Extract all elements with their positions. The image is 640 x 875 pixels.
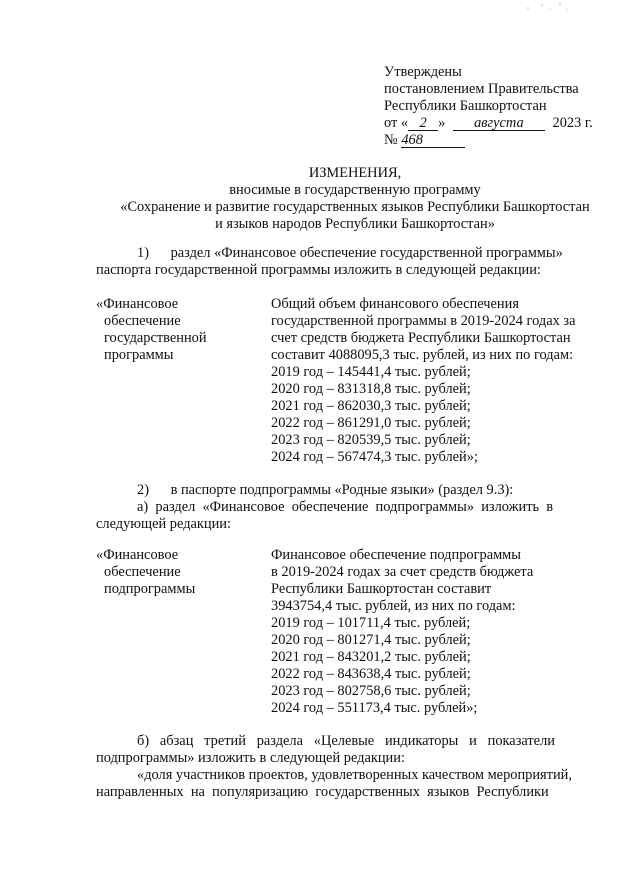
- date-month: августа: [453, 116, 545, 131]
- block1-year-line: 2022 год – 861291,0 тыс. рублей;: [271, 415, 471, 431]
- item2-line-3: следующей редакции:: [96, 516, 231, 532]
- doc-subtitle-line-3: и языков народов Республики Башкортостан»: [215, 216, 495, 232]
- block2-label-line: «Финансовое: [96, 547, 179, 563]
- block1-year-line: 2021 год – 862030,3 тыс. рублей;: [271, 398, 471, 414]
- item3-line-2: подпрограммы» изложить в следующей редакции:: [96, 750, 405, 766]
- item1-line-2: паспорта государственной программы изложить в следующей редакции:: [96, 262, 541, 278]
- block1-year-line: 2020 год – 831318,8 тыс. рублей;: [271, 381, 471, 397]
- block2-year-line: 2024 год – 551173,4 тыс. рублей»;: [271, 700, 478, 716]
- block1-year-line: 2019 год – 145441,4 тыс. рублей;: [271, 364, 471, 380]
- block2-content-line: 3943754,4 тыс. рублей, из них по годам:: [271, 598, 516, 614]
- block2-content-line: Республики Башкортостан составит: [271, 581, 492, 597]
- approval-line-2: постановлением Правительства: [384, 81, 579, 97]
- block2-year-line: 2021 год – 843201,2 тыс. рублей;: [271, 649, 471, 665]
- date-year: 2023 г.: [552, 115, 593, 131]
- block1-label-line: программы: [104, 347, 174, 363]
- block1-year-line: 2024 год – 567474,3 тыс. рублей»;: [271, 449, 478, 465]
- block2-label-line: подпрограммы: [104, 581, 196, 597]
- block2-content-line: в 2019-2024 годах за счет средств бюджета: [271, 564, 534, 580]
- block1-year-line: 2023 год – 820539,5 тыс. рублей;: [271, 432, 471, 448]
- approval-line-3: Республики Башкортостан: [384, 98, 547, 114]
- number-prefix: №: [384, 132, 398, 148]
- block2-year-line: 2020 год – 801271,4 тыс. рублей;: [271, 632, 471, 648]
- doc-subtitle-line-2: «Сохранение и развитие государственных языков Республики Башкортостан: [120, 199, 590, 215]
- block1-content-line: государственной программы в 2019-2024 годах за: [271, 313, 576, 329]
- doc-title: ИЗМЕНЕНИЯ,: [308, 165, 402, 181]
- item3-line-1: б) абзац третий раздела «Целевые индикаторы и показатели: [137, 733, 555, 749]
- item3-line-3: «доля участников проектов, удовлетворенных качеством мероприятий,: [137, 767, 572, 783]
- block1-content-line: счет средств бюджета Республики Башкортостан: [271, 330, 571, 346]
- block2-year-line: 2022 год – 843638,4 тыс. рублей;: [271, 666, 471, 682]
- scan-artifact-icon: [520, 0, 580, 16]
- block1-content-line: составит 4088095,3 тыс. рублей, из них по годам:: [271, 347, 574, 363]
- approval-number: [384, 132, 465, 148]
- approval-date: [384, 115, 593, 131]
- approval-line-1: Утверждены: [384, 64, 462, 80]
- item2-line-2: а) раздел «Финансовое обеспечение подпрограммы» изложить в: [137, 499, 554, 515]
- block2-year-line: 2019 год – 101711,4 тыс. рублей;: [271, 615, 471, 631]
- block1-label-line: обеспечение: [104, 313, 181, 329]
- date-mid: »: [438, 115, 446, 131]
- block2-label-line: обеспечение: [104, 564, 181, 580]
- doc-subtitle-line-1: вносимые в государственную программу: [229, 182, 481, 198]
- block1-label-line: государственной: [104, 330, 207, 346]
- item2-line-1: 2) в паспорте подпрограммы «Родные языки» (раздел 9.3):: [137, 482, 514, 498]
- item1-line-1: 1) раздел «Финансовое обеспечение государственной программы»: [137, 245, 563, 261]
- date-prefix: от «: [384, 115, 409, 131]
- date-day: 2: [408, 116, 438, 131]
- block2-year-line: 2023 год – 802758,6 тыс. рублей;: [271, 683, 471, 699]
- item3-line-4: направленных на популяризацию государственных языков Республики: [96, 784, 549, 800]
- block2-content-line: Финансовое обеспечение подпрограммы: [271, 547, 521, 563]
- block1-content-line: Общий объем финансового обеспечения: [271, 296, 519, 312]
- number-value: 468: [401, 133, 465, 148]
- block1-label-line: «Финансовое: [96, 296, 179, 312]
